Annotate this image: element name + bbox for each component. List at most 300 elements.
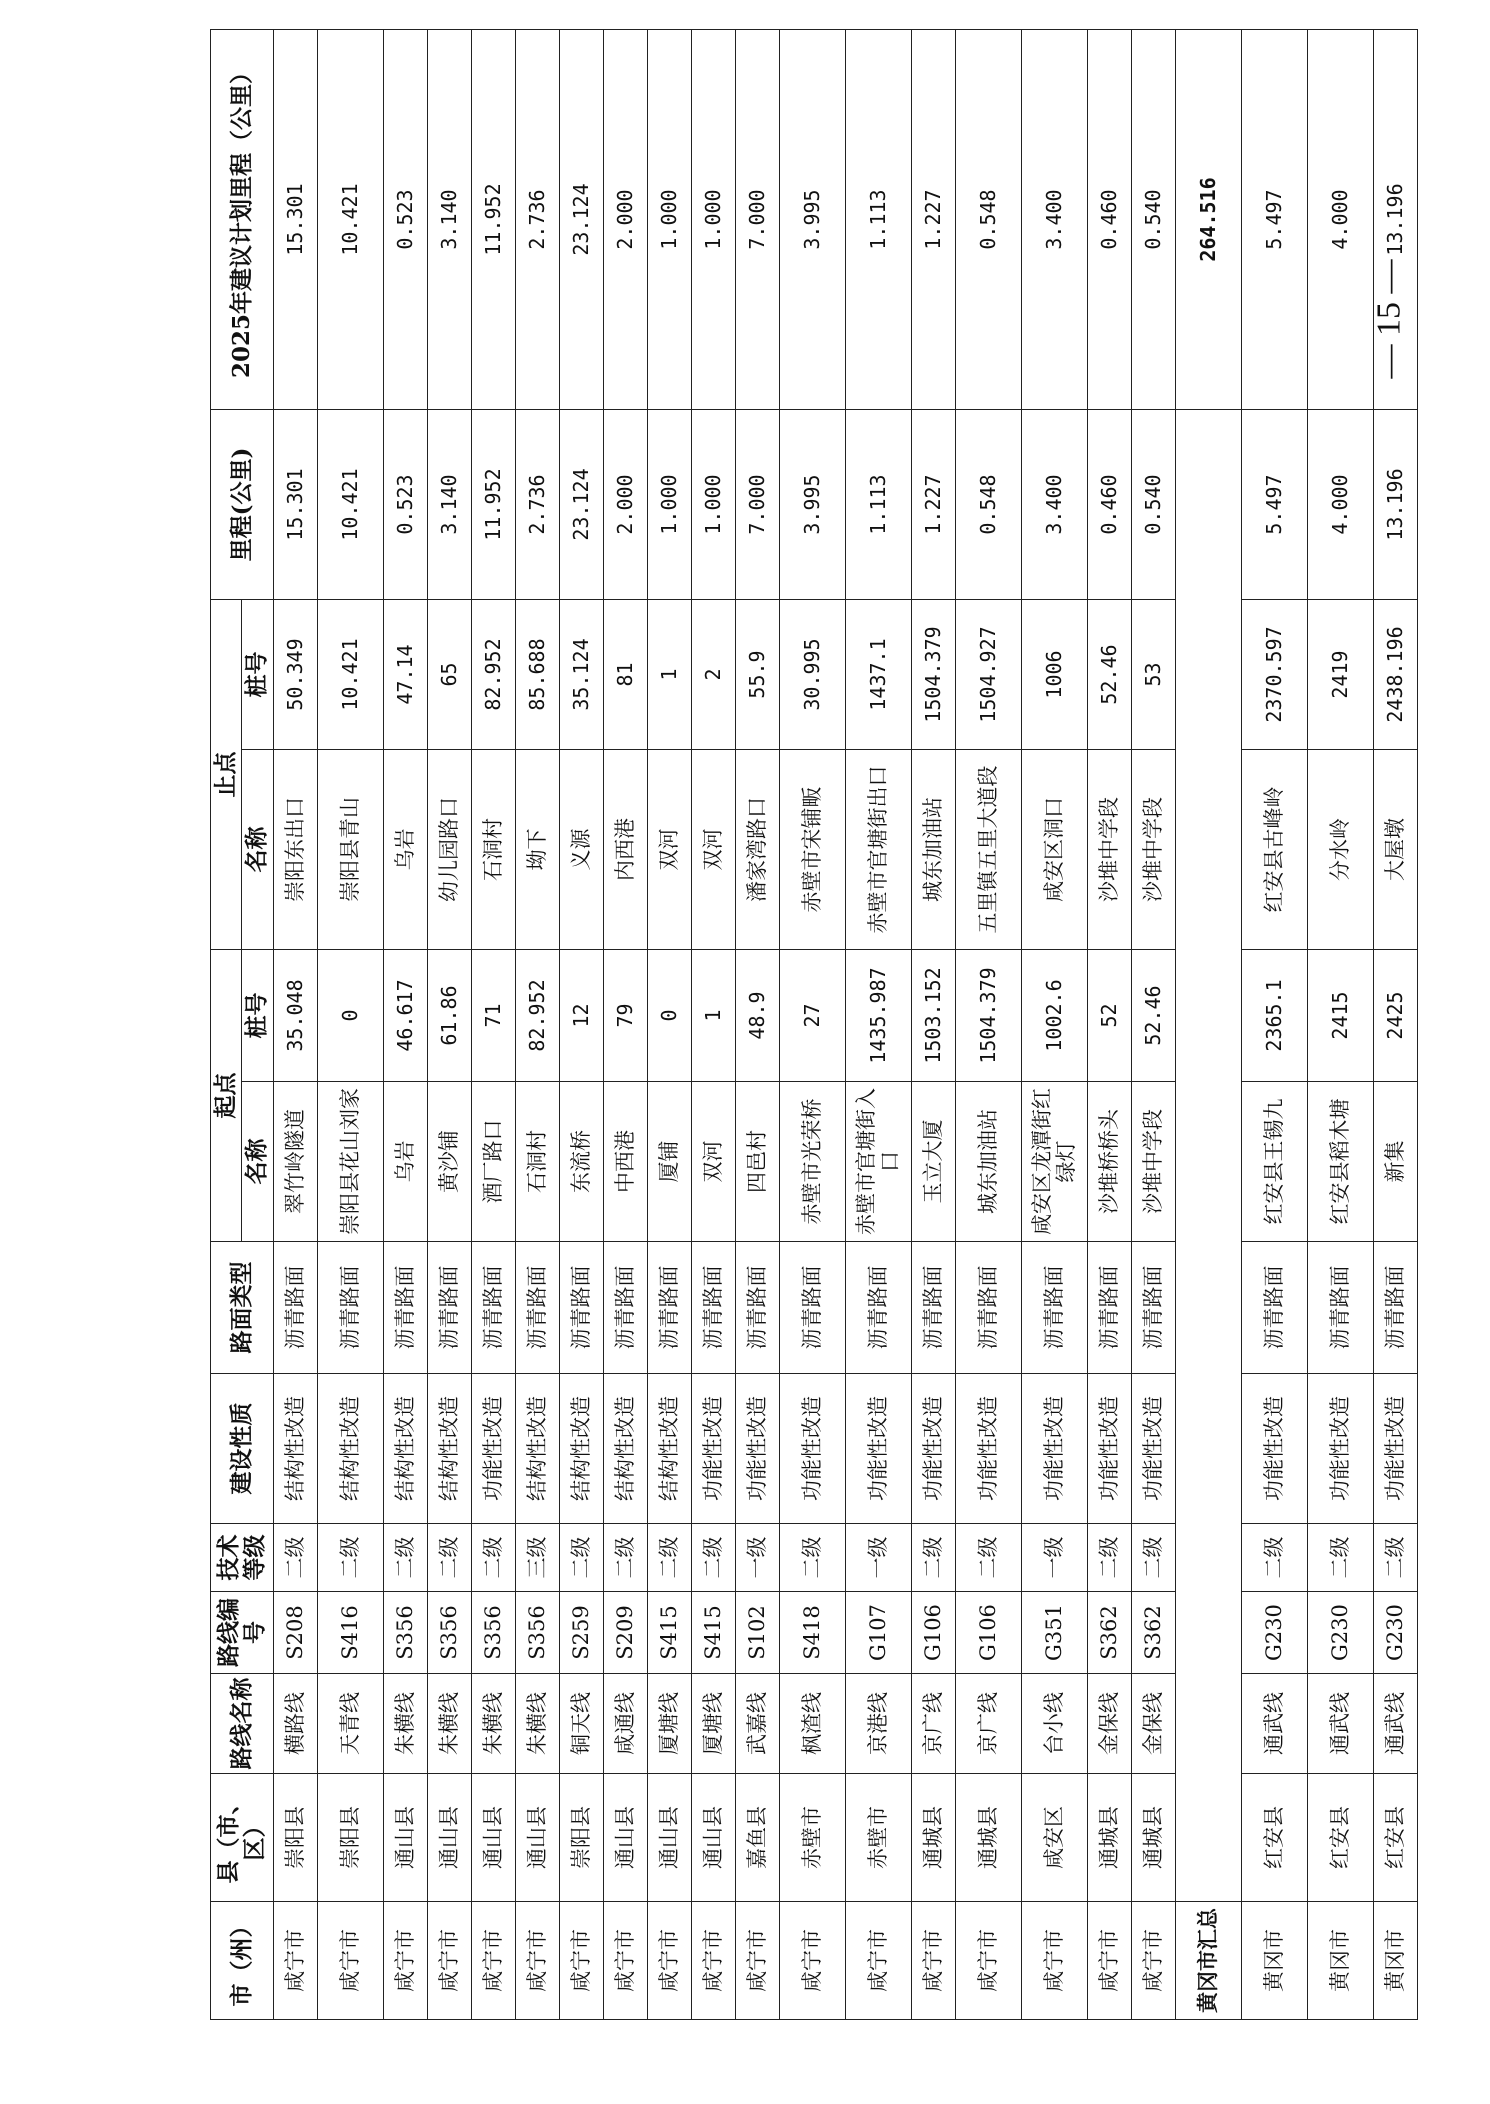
cell-city: 黄冈市 <box>1307 1902 1373 2020</box>
cell-end-name: 双河 <box>691 750 735 950</box>
cell-city: 咸宁市 <box>1021 1902 1087 2020</box>
table-row <box>317 30 383 2020</box>
cell-surface: 沥青路面 <box>735 1242 779 1374</box>
cell-nature: 功能性改造 <box>911 1374 955 1524</box>
cell-surface: 沥青路面 <box>559 1242 603 1374</box>
cell-city: 咸宁市 <box>515 1902 559 2020</box>
cell-start-name: 城东加油站 <box>955 1082 1021 1242</box>
cell-route-code: S418 <box>779 1592 845 1674</box>
cell-end-name: 大屋墩 <box>1373 750 1417 950</box>
cell-route-name: 京广线 <box>955 1674 1021 1774</box>
cell-nature: 功能性改造 <box>1373 1374 1417 1524</box>
cell-route-name: 朱横线 <box>471 1674 515 1774</box>
cell-county: 通城县 <box>911 1774 955 1902</box>
header-nature: 建设性质 <box>211 1374 274 1524</box>
cell-city: 咸宁市 <box>955 1902 1021 2020</box>
cell-surface: 沥青路面 <box>383 1242 427 1374</box>
cell-end-stake: 1504.379 <box>911 600 955 750</box>
cell-mileage: 4.000 <box>1307 410 1373 600</box>
table-row <box>1241 30 1307 2020</box>
cell-plan: 0.460 <box>1087 30 1131 410</box>
cell-city: 咸宁市 <box>427 1902 471 2020</box>
cell-mileage: 0.540 <box>1131 410 1175 600</box>
cell-city: 咸宁市 <box>559 1902 603 2020</box>
cell-nature: 功能性改造 <box>1241 1374 1307 1524</box>
cell-grade: 二级 <box>317 1524 383 1592</box>
cell-end-name: 咸安区洞口 <box>1021 750 1087 950</box>
cell-grade: 一级 <box>1021 1524 1087 1592</box>
table-row <box>559 30 603 2020</box>
cell-county: 通山县 <box>691 1774 735 1902</box>
cell-surface: 沥青路面 <box>955 1242 1021 1374</box>
cell-route-code: S356 <box>427 1592 471 1674</box>
cell-nature: 功能性改造 <box>1021 1374 1087 1524</box>
header-surface: 路面类型 <box>211 1242 274 1374</box>
cell-city: 咸宁市 <box>273 1902 317 2020</box>
table-row <box>1087 30 1131 2020</box>
cell-end-stake: 50.349 <box>273 600 317 750</box>
cell-route-code: S208 <box>273 1592 317 1674</box>
cell-mileage: 3.400 <box>1021 410 1087 600</box>
cell-start-name: 沙堆桥桥头 <box>1087 1082 1131 1242</box>
cell-end-name: 义源 <box>559 750 603 950</box>
cell-surface: 沥青路面 <box>911 1242 955 1374</box>
cell-end-stake: 1006 <box>1021 600 1087 750</box>
cell-surface: 沥青路面 <box>1307 1242 1373 1374</box>
table-row <box>647 30 691 2020</box>
cell-plan: 0.523 <box>383 30 427 410</box>
cell-mileage: 1.227 <box>911 410 955 600</box>
cell-start-stake: 12 <box>559 950 603 1082</box>
cell-city: 黄冈市 <box>1241 1902 1307 2020</box>
cell-county: 通山县 <box>383 1774 427 1902</box>
cell-county: 通山县 <box>603 1774 647 1902</box>
cell-end-name: 沙堆中学段 <box>1131 750 1175 950</box>
cell-end-stake: 82.952 <box>471 600 515 750</box>
cell-end-stake: 30.995 <box>779 600 845 750</box>
subtotal-plan: 264.516 <box>1175 30 1241 410</box>
cell-end-name: 双河 <box>647 750 691 950</box>
cell-route-name: 厦塘线 <box>647 1674 691 1774</box>
cell-plan: 1.000 <box>647 30 691 410</box>
cell-plan: 5.497 <box>1241 30 1307 410</box>
cell-start-name: 酒厂路口 <box>471 1082 515 1242</box>
cell-county: 通城县 <box>955 1774 1021 1902</box>
header-mileage: 里程(公里) <box>211 410 274 600</box>
cell-start-name: 双河 <box>691 1082 735 1242</box>
table-row <box>845 30 911 2020</box>
cell-start-stake: 61.86 <box>427 950 471 1082</box>
cell-start-name: 中西港 <box>603 1082 647 1242</box>
cell-surface: 沥青路面 <box>1373 1242 1417 1374</box>
subtotal-row <box>1175 30 1241 2020</box>
table-row <box>603 30 647 2020</box>
cell-route-name: 朱横线 <box>383 1674 427 1774</box>
cell-route-code: S415 <box>691 1592 735 1674</box>
cell-plan: 2.736 <box>515 30 559 410</box>
cell-end-name: 赤壁市宋铺畈 <box>779 750 845 950</box>
cell-city: 咸宁市 <box>471 1902 515 2020</box>
cell-grade: 三级 <box>515 1524 559 1592</box>
header-start-name: 名称 <box>242 1082 273 1242</box>
cell-plan: 23.124 <box>559 30 603 410</box>
cell-route-name: 横路线 <box>273 1674 317 1774</box>
cell-county: 红安县 <box>1373 1774 1417 1902</box>
cell-route-name: 枫渣线 <box>779 1674 845 1774</box>
cell-route-code: G230 <box>1307 1592 1373 1674</box>
cell-nature: 功能性改造 <box>955 1374 1021 1524</box>
cell-start-stake: 82.952 <box>515 950 559 1082</box>
cell-start-name: 黄沙铺 <box>427 1082 471 1242</box>
cell-grade: 二级 <box>955 1524 1021 1592</box>
cell-county: 崇阳县 <box>559 1774 603 1902</box>
cell-city: 咸宁市 <box>735 1902 779 2020</box>
cell-nature: 结构性改造 <box>273 1374 317 1524</box>
cell-route-name: 通武线 <box>1373 1674 1417 1774</box>
cell-end-name: 城东加油站 <box>911 750 955 950</box>
cell-county: 通山县 <box>471 1774 515 1902</box>
cell-end-name: 分水岭 <box>1307 750 1373 950</box>
cell-plan: 4.000 <box>1307 30 1373 410</box>
cell-plan: 15.301 <box>273 30 317 410</box>
cell-grade: 二级 <box>427 1524 471 1592</box>
cell-start-name: 翠竹岭隧道 <box>273 1082 317 1242</box>
cell-grade: 二级 <box>383 1524 427 1592</box>
cell-route-name: 京港线 <box>845 1674 911 1774</box>
header-route-name: 路线名称 <box>211 1674 274 1774</box>
cell-start-stake: 2415 <box>1307 950 1373 1082</box>
header-start-stake: 桩号 <box>242 950 273 1082</box>
cell-route-code: S102 <box>735 1592 779 1674</box>
cell-plan: 3.995 <box>779 30 845 410</box>
cell-city: 咸宁市 <box>911 1902 955 2020</box>
cell-mileage: 15.301 <box>273 410 317 600</box>
road-plan-table <box>210 29 1418 2020</box>
cell-mileage: 0.523 <box>383 410 427 600</box>
cell-mileage: 3.140 <box>427 410 471 600</box>
cell-route-code: S356 <box>515 1592 559 1674</box>
cell-nature: 功能性改造 <box>735 1374 779 1524</box>
cell-end-stake: 52.46 <box>1087 600 1131 750</box>
cell-plan: 13.196 <box>1373 30 1417 410</box>
cell-route-code: G230 <box>1241 1592 1307 1674</box>
cell-surface: 沥青路面 <box>779 1242 845 1374</box>
cell-nature: 结构性改造 <box>647 1374 691 1524</box>
cell-surface: 沥青路面 <box>845 1242 911 1374</box>
cell-end-name: 赤壁市官塘街出口 <box>845 750 911 950</box>
cell-county: 通山县 <box>515 1774 559 1902</box>
cell-route-code: G230 <box>1373 1592 1417 1674</box>
cell-plan: 1.227 <box>911 30 955 410</box>
cell-route-code: G107 <box>845 1592 911 1674</box>
cell-route-name: 台小线 <box>1021 1674 1087 1774</box>
table-row <box>471 30 515 2020</box>
cell-mileage: 7.000 <box>735 410 779 600</box>
cell-start-name: 厦铺 <box>647 1082 691 1242</box>
cell-county: 通城县 <box>1131 1774 1175 1902</box>
cell-grade: 二级 <box>1241 1524 1307 1592</box>
cell-start-stake: 2365.1 <box>1241 950 1307 1082</box>
cell-end-name: 内西港 <box>603 750 647 950</box>
cell-surface: 沥青路面 <box>317 1242 383 1374</box>
cell-city: 咸宁市 <box>317 1902 383 2020</box>
cell-end-name: 崇阳县青山 <box>317 750 383 950</box>
cell-nature: 功能性改造 <box>779 1374 845 1524</box>
cell-start-name: 新集 <box>1373 1082 1417 1242</box>
table-row <box>955 30 1021 2020</box>
cell-start-stake: 48.9 <box>735 950 779 1082</box>
cell-start-name: 沙堆中学段 <box>1131 1082 1175 1242</box>
cell-nature: 结构性改造 <box>317 1374 383 1524</box>
cell-nature: 功能性改造 <box>1307 1374 1373 1524</box>
cell-end-stake: 2438.196 <box>1373 600 1417 750</box>
cell-route-code: S416 <box>317 1592 383 1674</box>
cell-mileage: 5.497 <box>1241 410 1307 600</box>
cell-grade: 二级 <box>273 1524 317 1592</box>
cell-route-name: 通武线 <box>1241 1674 1307 1774</box>
cell-county: 红安县 <box>1241 1774 1307 1902</box>
cell-nature: 结构性改造 <box>515 1374 559 1524</box>
cell-mileage: 0.548 <box>955 410 1021 600</box>
table-row <box>1021 30 1087 2020</box>
cell-surface: 沥青路面 <box>647 1242 691 1374</box>
cell-plan: 0.548 <box>955 30 1021 410</box>
cell-plan: 7.000 <box>735 30 779 410</box>
cell-start-name: 崇阳县花山刘家 <box>317 1082 383 1242</box>
cell-end-stake: 2 <box>691 600 735 750</box>
cell-route-name: 铜天线 <box>559 1674 603 1774</box>
cell-plan: 0.540 <box>1131 30 1175 410</box>
cell-grade: 二级 <box>1373 1524 1417 1592</box>
cell-end-stake: 10.421 <box>317 600 383 750</box>
header-end-stake: 桩号 <box>242 600 273 750</box>
cell-mileage: 23.124 <box>559 410 603 600</box>
cell-start-stake: 27 <box>779 950 845 1082</box>
cell-start-stake: 35.048 <box>273 950 317 1082</box>
cell-route-name: 通武线 <box>1307 1674 1373 1774</box>
cell-surface: 沥青路面 <box>1131 1242 1175 1374</box>
cell-route-code: S415 <box>647 1592 691 1674</box>
cell-city: 咸宁市 <box>691 1902 735 2020</box>
cell-end-stake: 1437.1 <box>845 600 911 750</box>
cell-city: 黄冈市 <box>1373 1902 1417 2020</box>
table-row <box>691 30 735 2020</box>
cell-route-name: 金保线 <box>1131 1674 1175 1774</box>
cell-county: 崇阳县 <box>273 1774 317 1902</box>
table-body <box>273 30 1417 2020</box>
cell-city: 咸宁市 <box>845 1902 911 2020</box>
cell-nature: 结构性改造 <box>427 1374 471 1524</box>
cell-end-stake: 47.14 <box>383 600 427 750</box>
cell-plan: 11.952 <box>471 30 515 410</box>
cell-route-code: G106 <box>955 1592 1021 1674</box>
cell-mileage: 2.736 <box>515 410 559 600</box>
table-row <box>383 30 427 2020</box>
cell-end-stake: 55.9 <box>735 600 779 750</box>
cell-nature: 功能性改造 <box>471 1374 515 1524</box>
cell-surface: 沥青路面 <box>1241 1242 1307 1374</box>
cell-grade: 二级 <box>1131 1524 1175 1592</box>
cell-end-stake: 35.124 <box>559 600 603 750</box>
cell-route-code: S356 <box>383 1592 427 1674</box>
cell-county: 崇阳县 <box>317 1774 383 1902</box>
cell-start-stake: 1 <box>691 950 735 1082</box>
cell-mileage: 0.460 <box>1087 410 1131 600</box>
cell-start-name: 乌岩 <box>383 1082 427 1242</box>
cell-start-stake: 0 <box>317 950 383 1082</box>
cell-city: 咸宁市 <box>647 1902 691 2020</box>
cell-end-name: 红安县古峰岭 <box>1241 750 1307 950</box>
cell-county: 通山县 <box>427 1774 471 1902</box>
cell-route-code: S362 <box>1087 1592 1131 1674</box>
cell-mileage: 3.995 <box>779 410 845 600</box>
cell-route-code: S356 <box>471 1592 515 1674</box>
cell-start-name: 玉立大厦 <box>911 1082 955 1242</box>
cell-end-stake: 2419 <box>1307 600 1373 750</box>
cell-end-stake: 1504.927 <box>955 600 1021 750</box>
cell-end-stake: 65 <box>427 600 471 750</box>
cell-start-stake: 71 <box>471 950 515 1082</box>
cell-start-name: 四邑村 <box>735 1082 779 1242</box>
header-grade: 技术等级 <box>211 1524 274 1592</box>
header-plan-2025: 2025年建议计划里程（公里） <box>211 30 274 410</box>
cell-end-name: 乌岩 <box>383 750 427 950</box>
table-row <box>427 30 471 2020</box>
table-row <box>1307 30 1373 2020</box>
cell-grade: 二级 <box>779 1524 845 1592</box>
cell-mileage: 1.113 <box>845 410 911 600</box>
cell-county: 赤壁市 <box>845 1774 911 1902</box>
header-route-code: 路线编号 <box>211 1592 274 1674</box>
cell-grade: 二级 <box>1307 1524 1373 1592</box>
rotated-table-sheet <box>210 30 1408 2020</box>
cell-route-name: 厦塘线 <box>691 1674 735 1774</box>
header-end-name: 名称 <box>242 750 273 950</box>
cell-start-stake: 52.46 <box>1131 950 1175 1082</box>
cell-mileage: 11.952 <box>471 410 515 600</box>
cell-grade: 二级 <box>1087 1524 1131 1592</box>
cell-nature: 结构性改造 <box>603 1374 647 1524</box>
cell-plan: 10.421 <box>317 30 383 410</box>
cell-end-name: 沙堆中学段 <box>1087 750 1131 950</box>
cell-nature: 功能性改造 <box>691 1374 735 1524</box>
cell-end-stake: 85.688 <box>515 600 559 750</box>
cell-county: 赤壁市 <box>779 1774 845 1902</box>
cell-plan: 1.113 <box>845 30 911 410</box>
cell-grade: 一级 <box>735 1524 779 1592</box>
cell-mileage: 2.000 <box>603 410 647 600</box>
cell-end-name: 崇阳东出口 <box>273 750 317 950</box>
cell-start-name: 赤壁市光荣桥 <box>779 1082 845 1242</box>
cell-end-stake: 81 <box>603 600 647 750</box>
header-end: 止点 <box>211 600 242 950</box>
cell-end-name: 石洞村 <box>471 750 515 950</box>
subtotal-label: 黄冈市汇总 <box>1175 1902 1241 2020</box>
cell-route-name: 天青线 <box>317 1674 383 1774</box>
cell-end-stake: 1 <box>647 600 691 750</box>
cell-mileage: 13.196 <box>1373 410 1417 600</box>
cell-county: 通山县 <box>647 1774 691 1902</box>
cell-mileage: 1.000 <box>691 410 735 600</box>
cell-route-code: S362 <box>1131 1592 1175 1674</box>
cell-city: 咸宁市 <box>1087 1902 1131 2020</box>
cell-city: 咸宁市 <box>603 1902 647 2020</box>
cell-surface: 沥青路面 <box>691 1242 735 1374</box>
cell-mileage: 1.000 <box>647 410 691 600</box>
cell-start-stake: 1504.379 <box>955 950 1021 1082</box>
cell-route-name: 朱横线 <box>515 1674 559 1774</box>
table-row <box>911 30 955 2020</box>
cell-plan: 3.400 <box>1021 30 1087 410</box>
cell-end-name: 五里镇五里大道段 <box>955 750 1021 950</box>
cell-plan: 1.000 <box>691 30 735 410</box>
header-start: 起点 <box>211 950 242 1242</box>
header-county: 县（市、区） <box>211 1774 274 1902</box>
cell-nature: 结构性改造 <box>383 1374 427 1524</box>
cell-grade: 二级 <box>559 1524 603 1592</box>
cell-start-name: 红安县稻木塘 <box>1307 1082 1373 1242</box>
cell-surface: 沥青路面 <box>471 1242 515 1374</box>
cell-route-code: G351 <box>1021 1592 1087 1674</box>
cell-city: 咸宁市 <box>779 1902 845 2020</box>
cell-route-name: 武嘉线 <box>735 1674 779 1774</box>
cell-start-stake: 1435.987 <box>845 950 911 1082</box>
cell-start-name: 东流桥 <box>559 1082 603 1242</box>
cell-nature: 功能性改造 <box>1131 1374 1175 1524</box>
header-city: 市（州） <box>211 1902 274 2020</box>
table-row <box>515 30 559 2020</box>
cell-surface: 沥青路面 <box>273 1242 317 1374</box>
cell-end-stake: 53 <box>1131 600 1175 750</box>
cell-start-name: 红安县王锡九 <box>1241 1082 1307 1242</box>
cell-nature: 功能性改造 <box>1087 1374 1131 1524</box>
cell-surface: 沥青路面 <box>427 1242 471 1374</box>
cell-start-stake: 1002.6 <box>1021 950 1087 1082</box>
cell-route-name: 朱横线 <box>427 1674 471 1774</box>
cell-start-stake: 52 <box>1087 950 1131 1082</box>
cell-route-code: S209 <box>603 1592 647 1674</box>
table-row <box>273 30 317 2020</box>
page-number: — 15 — <box>1370 259 1408 379</box>
table-row <box>1131 30 1175 2020</box>
cell-county: 红安县 <box>1307 1774 1373 1902</box>
cell-route-name: 金保线 <box>1087 1674 1131 1774</box>
cell-nature: 功能性改造 <box>845 1374 911 1524</box>
cell-start-stake: 1503.152 <box>911 950 955 1082</box>
cell-surface: 沥青路面 <box>1087 1242 1131 1374</box>
cell-route-name: 京广线 <box>911 1674 955 1774</box>
cell-start-stake: 0 <box>647 950 691 1082</box>
cell-grade: 二级 <box>471 1524 515 1592</box>
cell-start-stake: 2425 <box>1373 950 1417 1082</box>
cell-start-name: 咸安区龙潭街红绿灯 <box>1021 1082 1087 1242</box>
cell-county: 嘉鱼县 <box>735 1774 779 1902</box>
cell-surface: 沥青路面 <box>603 1242 647 1374</box>
cell-grade: 二级 <box>691 1524 735 1592</box>
cell-end-name: 幼儿园路口 <box>427 750 471 950</box>
cell-grade: 二级 <box>647 1524 691 1592</box>
cell-grade: 二级 <box>603 1524 647 1592</box>
cell-end-stake: 2370.597 <box>1241 600 1307 750</box>
cell-end-name: 坳下 <box>515 750 559 950</box>
cell-surface: 沥青路面 <box>1021 1242 1087 1374</box>
cell-plan: 2.000 <box>603 30 647 410</box>
subtotal-blank <box>1175 410 1241 1902</box>
cell-surface: 沥青路面 <box>515 1242 559 1374</box>
cell-route-name: 咸通线 <box>603 1674 647 1774</box>
cell-route-code: G106 <box>911 1592 955 1674</box>
cell-grade: 二级 <box>911 1524 955 1592</box>
